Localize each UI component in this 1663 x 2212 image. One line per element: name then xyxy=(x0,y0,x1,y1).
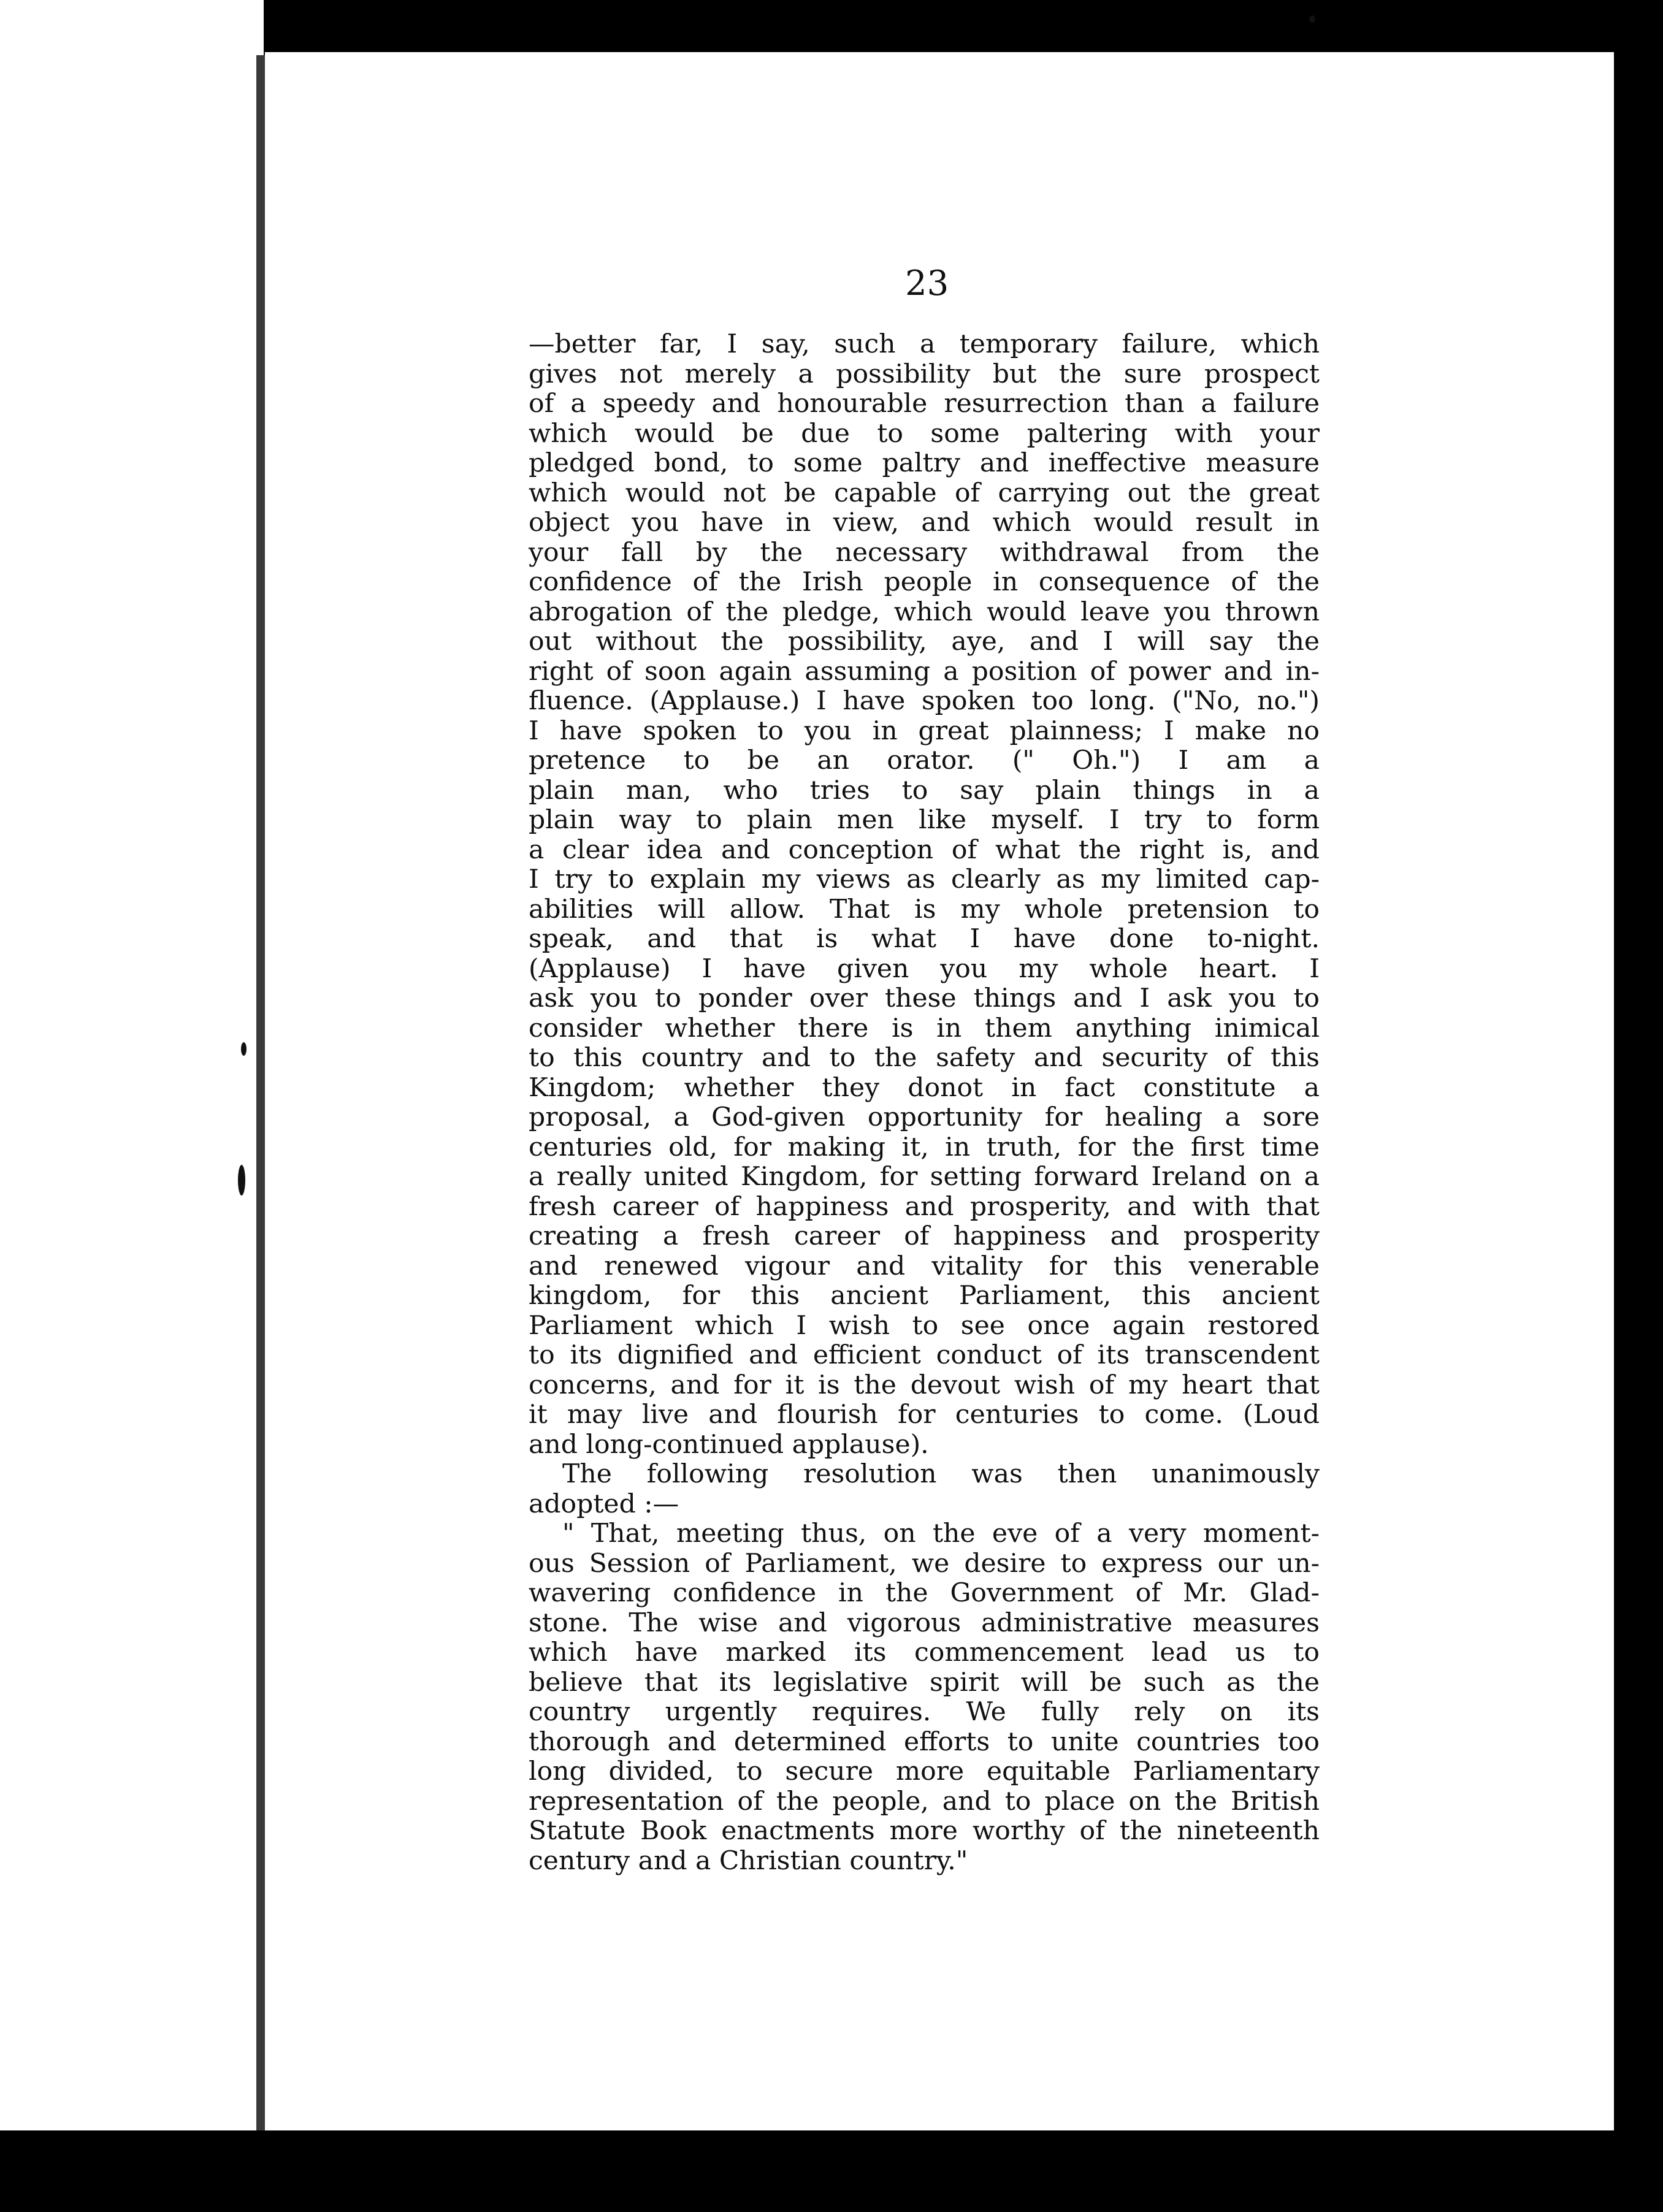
text-line: I try to explain my views as clearly as my limited cap- xyxy=(529,864,1320,894)
text-line: ask you to ponder over these things and I ask you to xyxy=(529,983,1320,1013)
text-line: which would be due to some paltering with your xyxy=(529,418,1320,449)
text-line: plain way to plain men like myself. I try to form xyxy=(529,805,1320,835)
text-line: and renewed vigour and vitality for this venerable xyxy=(529,1251,1320,1281)
text-line: confidence of the Irish people in consequence of the xyxy=(529,567,1320,597)
text-line: consider whether there is in them anything inimical xyxy=(529,1013,1320,1043)
page-number: 23 xyxy=(905,264,949,303)
scan-margin-left xyxy=(0,0,264,2212)
binding-edge-line xyxy=(256,55,265,2146)
text-line: to this country and to the safety and security of this xyxy=(529,1043,1320,1073)
text-line: representation of the people, and to place on the British xyxy=(529,1786,1320,1817)
text-line: proposal, a God-given opportunity for healing a sore xyxy=(529,1102,1320,1132)
text-line: fluence. (Applause.) I have spoken too long. ("No, no.") xyxy=(529,686,1320,716)
text-line: The following resolution was then unanimously xyxy=(562,1459,1320,1489)
text-line: and long-continued applause). xyxy=(529,1429,929,1460)
text-line: out without the possibility, aye, and I will say the xyxy=(529,627,1320,657)
text-line: a clear idea and conception of what the right is, and xyxy=(529,834,1320,865)
text-line: adopted :— xyxy=(529,1489,679,1519)
text-line: stone. The wise and vigorous administrative measures xyxy=(529,1608,1320,1638)
text-line: which have marked its commencement lead us to xyxy=(529,1638,1320,1668)
text-line: country urgently requires. We fully rely on its xyxy=(529,1697,1320,1727)
text-line: speak, and that is what I have done to-night. xyxy=(529,924,1320,954)
text-line: pledged bond, to some paltry and ineffective measure xyxy=(529,448,1320,478)
scan-speck xyxy=(1309,15,1315,23)
text-line: " That, meeting thus, on the eve of a very moment- xyxy=(562,1519,1320,1549)
text-line: abrogation of the pledge, which would leave you thrown xyxy=(529,597,1320,627)
text-line: which would not be capable of carrying out the great xyxy=(529,478,1320,508)
text-line: ous Session of Parliament, we desire to express our un- xyxy=(529,1548,1320,1579)
text-line: pretence to be an orator. (" Oh.") I am a xyxy=(529,746,1320,776)
scan-border-right xyxy=(1614,0,1663,2212)
text-line: centuries old, for making it, in truth, for the first time xyxy=(529,1132,1320,1162)
text-line: right of soon again assuming a position of power and in- xyxy=(529,656,1320,687)
text-line: gives not merely a possibility but the sure prospect xyxy=(529,359,1320,389)
text-line: object you have in view, and which would result in xyxy=(529,508,1320,538)
text-line: plain man, who tries to say plain things in a xyxy=(529,775,1320,806)
text-line: creating a fresh career of happiness and prosperity xyxy=(529,1221,1320,1251)
body-text xyxy=(529,330,1320,1876)
text-line: Kingdom; whether they donot in fact constitute a xyxy=(529,1072,1320,1103)
text-line: concerns, and for it is the devout wish of my heart that xyxy=(529,1370,1320,1400)
text-line: your fall by the necessary withdrawal from the xyxy=(529,537,1320,568)
text-line: kingdom, for this ancient Parliament, this ancient xyxy=(529,1281,1320,1311)
text-line: Statute Book enactments more worthy of the nineteenth xyxy=(529,1816,1320,1846)
text-line: a really united Kingdom, for setting forward Ireland on a xyxy=(529,1162,1320,1192)
text-line: fresh career of happiness and prosperity, and with that xyxy=(529,1191,1320,1222)
scan-speck xyxy=(241,1042,247,1056)
text-line: abilities will allow. That is my whole pretension to xyxy=(529,894,1320,925)
text-line: wavering confidence in the Government of Mr. Glad- xyxy=(529,1578,1320,1608)
text-line: I have spoken to you in great plainness; I make no xyxy=(529,715,1320,746)
text-line: —better far, I say, such a temporary failure, which xyxy=(529,329,1320,359)
text-line: of a speedy and honourable resurrection than a failure xyxy=(529,389,1320,419)
text-line: century and a Christian country." xyxy=(529,1845,968,1876)
scan-border-bottom xyxy=(0,2130,1663,2212)
text-line: believe that its legislative spirit will be such as the xyxy=(529,1667,1320,1698)
text-line: it may live and flourish for centuries to come. (Loud xyxy=(529,1400,1320,1430)
text-line: (Applause) I have given you my whole heart. I xyxy=(529,953,1320,984)
text-line: long divided, to secure more equitable Parliamentary xyxy=(529,1756,1320,1787)
text-line: to its dignified and efficient conduct of its transcendent xyxy=(529,1340,1320,1370)
text-line: Parliament which I wish to see once again restored xyxy=(529,1310,1320,1341)
scan-speck xyxy=(238,1165,245,1196)
text-line: thorough and determined efforts to unite countries too xyxy=(529,1726,1320,1757)
